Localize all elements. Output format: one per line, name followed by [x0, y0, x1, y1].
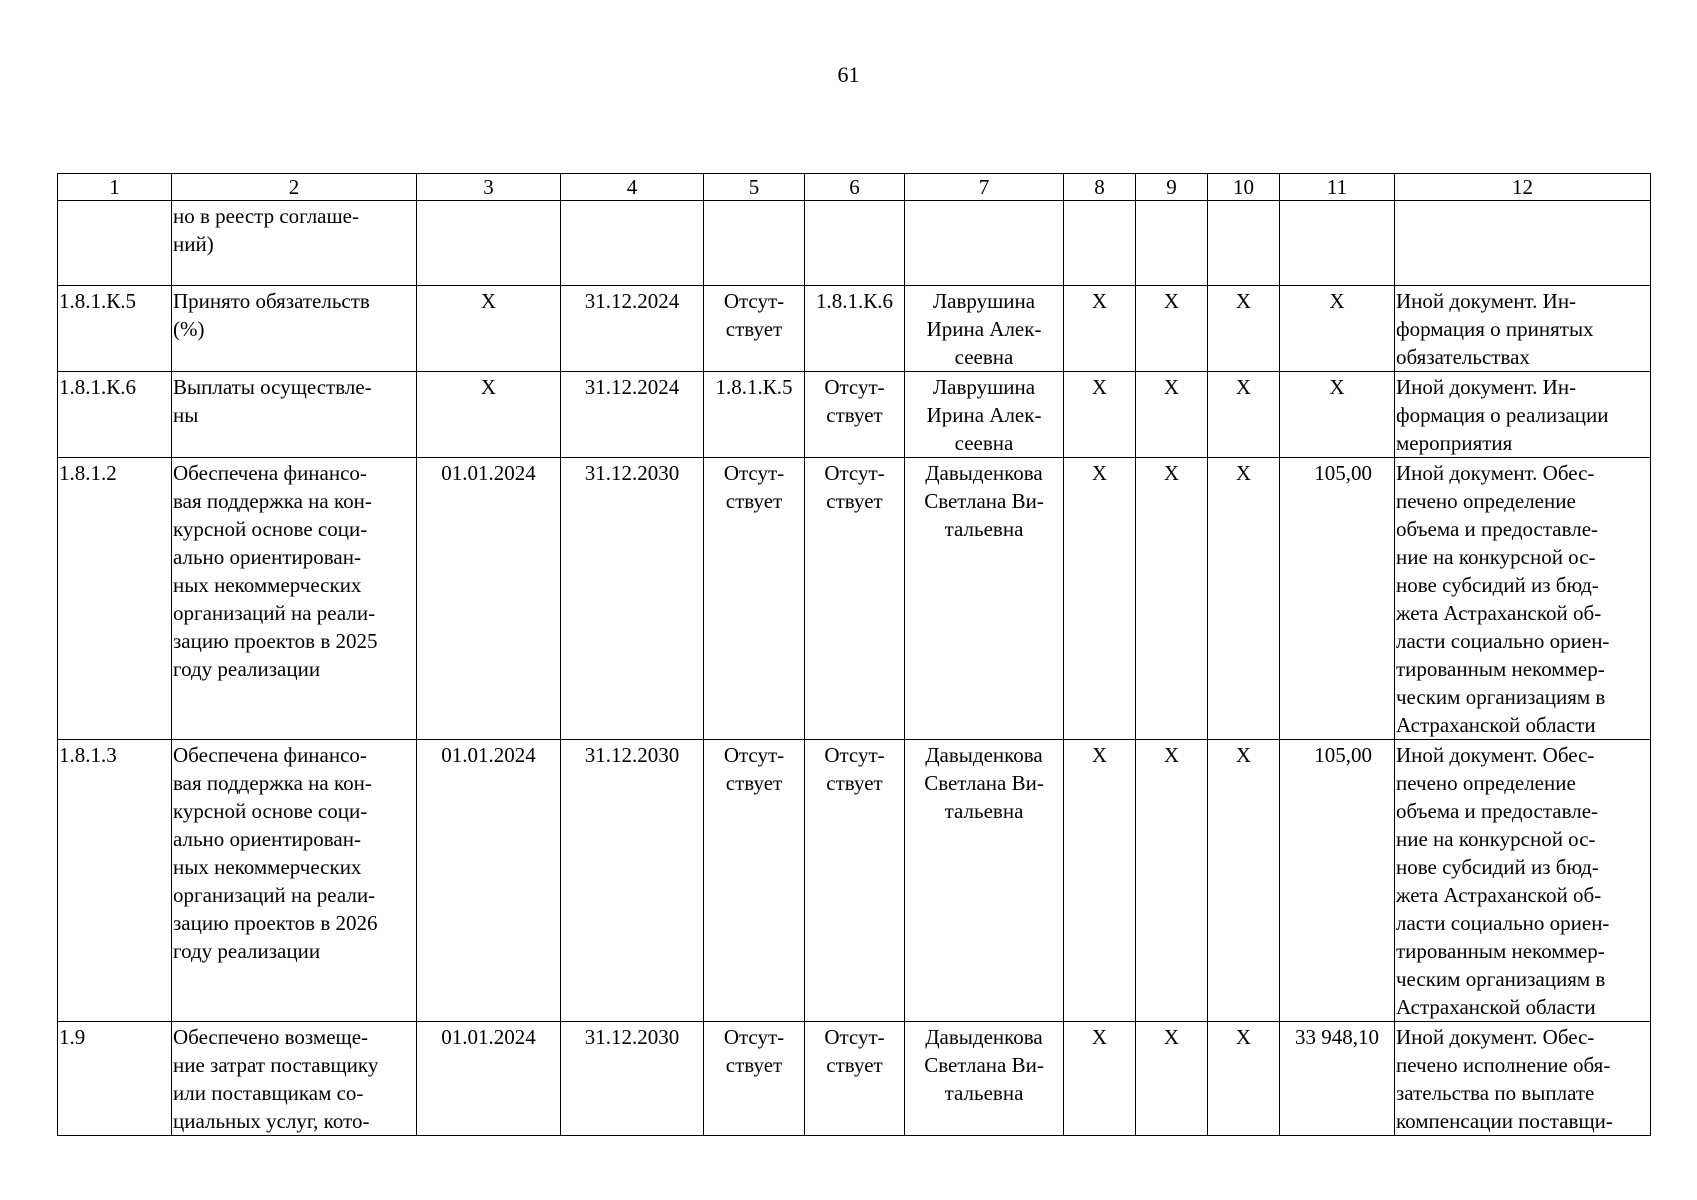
table-cell: 01.01.2024 — [417, 458, 561, 740]
table-cell: X — [1064, 286, 1136, 372]
column-header: 3 — [417, 174, 561, 201]
table-row — [58, 740, 1651, 1022]
table-cell: X — [1208, 286, 1280, 372]
table-cell: 1.8.1.К.6 — [805, 286, 905, 372]
table-cell — [1395, 201, 1651, 286]
table-cell: X — [1064, 740, 1136, 1022]
table-row — [58, 1022, 1651, 1136]
table-cell: X — [1064, 1022, 1136, 1136]
table-cell: X — [1280, 372, 1395, 458]
table-cell: X — [1136, 286, 1208, 372]
table-cell — [58, 201, 172, 286]
table-cell: Отсут- ствует — [704, 1022, 805, 1136]
table-cell: Иной документ. Обес- печено определение объема и предоставле- ние на конкурсной ос- нове субсидий из бюд- жета Астраханской об- ласти социально ориен- тированным некоммер- ческим организациям в Астраханской области — [1395, 740, 1651, 1022]
column-header: 2 — [172, 174, 417, 201]
table-row — [58, 286, 1651, 372]
table-cell: X — [1208, 372, 1280, 458]
table-cell: Отсут- ствует — [805, 372, 905, 458]
table-cell: Отсут- ствует — [805, 740, 905, 1022]
table-cell: Обеспечено возмеще- ние затрат поставщику или поставщикам со- циальных услуг, кото- — [172, 1022, 417, 1136]
table-cell: X — [1136, 372, 1208, 458]
column-header: 8 — [1064, 174, 1136, 201]
table-cell: 105,00 — [1280, 458, 1395, 740]
table-cell: Отсут- ствует — [704, 458, 805, 740]
table-cell: но в реестр соглаше- ний) — [172, 201, 417, 286]
table-cell: Иной документ. Обес- печено исполнение обя- зательства по выплате компенсации поставщи- — [1395, 1022, 1651, 1136]
table-cell: X — [1136, 458, 1208, 740]
table-cell: 105,00 — [1280, 740, 1395, 1022]
table-cell: X — [1208, 458, 1280, 740]
table-cell: X — [417, 286, 561, 372]
table-cell: 31.12.2030 — [561, 458, 704, 740]
table-cell: 1.9 — [58, 1022, 172, 1136]
table-cell: 1.8.1.2 — [58, 458, 172, 740]
table-cell — [1064, 201, 1136, 286]
table-cell — [561, 201, 704, 286]
column-header: 5 — [704, 174, 805, 201]
table-cell: 31.12.2024 — [561, 372, 704, 458]
table-cell: Отсут- ствует — [805, 458, 905, 740]
column-header: 10 — [1208, 174, 1280, 201]
table-cell — [1280, 201, 1395, 286]
table-cell: X — [1280, 286, 1395, 372]
table-cell: X — [1064, 372, 1136, 458]
table-cell: Обеспечена финансо- вая поддержка на кон- курсной основе соци- ально ориентирован- ных некоммерческих организаций на реали- зацию проектов в 2025 году реализации — [172, 458, 417, 740]
table-cell: Иной документ. Обес- печено определение объема и предоставле- ние на конкурсной ос- нове субсидий из бюд- жета Астраханской об- ласти социально ориен- тированным некоммер- ческим организациям в Астраханской области — [1395, 458, 1651, 740]
page-number: 61 — [837, 62, 860, 87]
table-cell: 1.8.1.К.5 — [704, 372, 805, 458]
table-cell — [1136, 201, 1208, 286]
table-cell: Давыденкова Светлана Ви- тальевна — [905, 458, 1064, 740]
table-cell: Выплаты осуществле- ны — [172, 372, 417, 458]
table-row — [58, 458, 1651, 740]
table-cell — [704, 201, 805, 286]
table-cell: 1.8.1.К.6 — [58, 372, 172, 458]
table-cell — [1208, 201, 1280, 286]
table-cell: Давыденкова Светлана Ви- тальевна — [905, 1022, 1064, 1136]
document-table — [57, 173, 1651, 1136]
column-header: 11 — [1280, 174, 1395, 201]
table-cell: Лаврушина Ирина Алек- сеевна — [905, 372, 1064, 458]
table-cell: X — [1136, 740, 1208, 1022]
table-cell: 31.12.2030 — [561, 740, 704, 1022]
table-cell: 01.01.2024 — [417, 1022, 561, 1136]
table-cell: X — [1208, 740, 1280, 1022]
table-cell: X — [1064, 458, 1136, 740]
table-cell: Отсут- ствует — [704, 740, 805, 1022]
table-cell: Принято обязательств (%) — [172, 286, 417, 372]
column-header: 7 — [905, 174, 1064, 201]
table-cell: 1.8.1.К.5 — [58, 286, 172, 372]
table-cell — [805, 201, 905, 286]
table-row — [58, 372, 1651, 458]
table-row — [58, 201, 1651, 286]
table-cell: Обеспечена финансо- вая поддержка на кон- курсной основе соци- ально ориентирован- ных некоммерческих организаций на реали- зацию проектов в 2026 году реализации — [172, 740, 417, 1022]
column-header: 6 — [805, 174, 905, 201]
table-cell: Иной документ. Ин- формация о реализации мероприятия — [1395, 372, 1651, 458]
table-cell: Отсут- ствует — [805, 1022, 905, 1136]
column-header: 1 — [58, 174, 172, 201]
table-cell: Лаврушина Ирина Алек- сеевна — [905, 286, 1064, 372]
table-cell: 31.12.2024 — [561, 286, 704, 372]
table-header-row — [58, 174, 1651, 201]
column-header: 4 — [561, 174, 704, 201]
table-cell: X — [417, 372, 561, 458]
table-cell: X — [1136, 1022, 1208, 1136]
table-cell: Давыденкова Светлана Ви- тальевна — [905, 740, 1064, 1022]
column-header: 12 — [1395, 174, 1651, 201]
table-cell: 31.12.2030 — [561, 1022, 704, 1136]
table-cell: Иной документ. Ин- формация о принятых обязательствах — [1395, 286, 1651, 372]
table-cell: 33 948,10 — [1280, 1022, 1395, 1136]
table-cell: 01.01.2024 — [417, 740, 561, 1022]
table-cell: Отсут- ствует — [704, 286, 805, 372]
table-cell: 1.8.1.3 — [58, 740, 172, 1022]
table-cell — [905, 201, 1064, 286]
column-header: 9 — [1136, 174, 1208, 201]
table-cell: X — [1208, 1022, 1280, 1136]
table-cell — [417, 201, 561, 286]
